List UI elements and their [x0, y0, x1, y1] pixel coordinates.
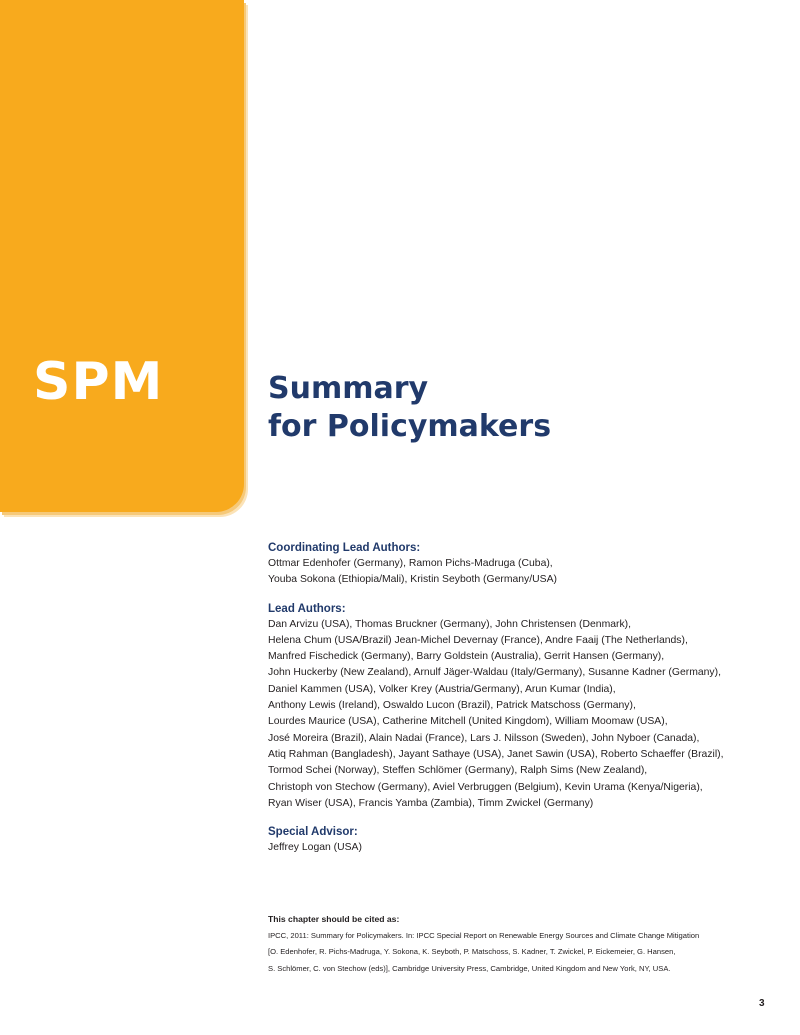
author-line: José Moreira (Brazil), Alain Nadai (France), Lars J. Nilsson (Sweden), John Nyboer (Canada),	[268, 732, 700, 744]
coordinating-lead-authors-heading: Coordinating Lead Authors:	[268, 542, 421, 554]
author-line: Jeffrey Logan (USA)	[268, 842, 362, 854]
author-line: Daniel Kammen (USA), Volker Krey (Austria/Germany), Arun Kumar (India),	[268, 683, 616, 695]
author-line: Youba Sokona (Ethiopia/Mali), Kristin Seyboth (Germany/USA)	[268, 574, 557, 586]
author-line: Ryan Wiser (USA), Francis Yamba (Zambia), Timm Zwickel (Germany)	[268, 797, 594, 809]
chapter-title-line: for Policymakers	[268, 409, 552, 444]
lead-authors-heading: Lead Authors:	[268, 602, 346, 615]
author-line: Atiq Rahman (Bangladesh), Jayant Sathaye (USA), Janet Sawin (USA), Roberto Schaeffer (Brazil),	[268, 748, 724, 760]
author-line: John Huckerby (New Zealand), Arnulf Jäger-Waldau (Italy/Germany), Susanne Kadner (Germany),	[268, 667, 721, 679]
coordinating-lead-authors-section	[268, 540, 738, 589]
chapter-code: SPM	[33, 352, 164, 412]
chapter-tab-block	[0, 0, 244, 512]
author-line: Anthony Lewis (Ireland), Oswaldo Lucon (Brazil), Patrick Matschoss (Germany),	[268, 700, 636, 712]
chapter-title	[268, 370, 551, 446]
author-list	[268, 540, 738, 868]
citation-line: IPCC, 2011: Summary for Policymakers. In: IPCC Special Report on Renewable Energy Sources and Climate Change Mitigation	[268, 931, 700, 940]
citation-line: [O. Edenhofer, R. Pichs-Madruga, Y. Sokona, K. Seyboth, P. Matschoss, S. Kadner, T. Zwickel, P. Eickemeier, G. Hansen,	[268, 947, 676, 957]
special-advisor-heading: Special Advisor:	[268, 826, 358, 839]
lead-authors-section	[268, 601, 738, 813]
special-advisor-section	[268, 824, 738, 856]
author-line: Dan Arvizu (USA), Thomas Bruckner (Germany), John Christensen (Denmark),	[268, 618, 632, 630]
citation-heading: This chapter should be cited as:	[268, 914, 400, 924]
author-line: Lourdes Maurice (USA), Catherine Mitchell (United Kingdom), William Moomaw (USA),	[268, 716, 668, 728]
citation-line: S. Schlömer, C. von Stechow (eds)], Cambridge University Press, Cambridge, United Kingdom and New York, NY, USA.	[268, 963, 671, 973]
page-number: 3	[759, 998, 765, 1009]
citation-block	[268, 913, 708, 977]
chapter-title-line: Summary	[268, 371, 429, 406]
author-line: Christoph von Stechow (Germany), Aviel Verbruggen (Belgium), Kevin Urama (Kenya/Nigeria),	[268, 781, 703, 793]
author-line: Tormod Schei (Norway), Steffen Schlömer (Germany), Ralph Sims (New Zealand),	[268, 765, 648, 777]
citation-text	[268, 928, 708, 977]
author-line: Manfred Fischedick (Germany), Barry Goldstein (Australia), Gerrit Hansen (Germany),	[268, 651, 665, 663]
author-line: Helena Chum (USA/Brazil) Jean-Michel Devernay (France), Andre Faaij (The Netherlands),	[268, 634, 688, 646]
author-line: Ottmar Edenhofer (Germany), Ramon Pichs-Madruga (Cuba),	[268, 558, 553, 569]
